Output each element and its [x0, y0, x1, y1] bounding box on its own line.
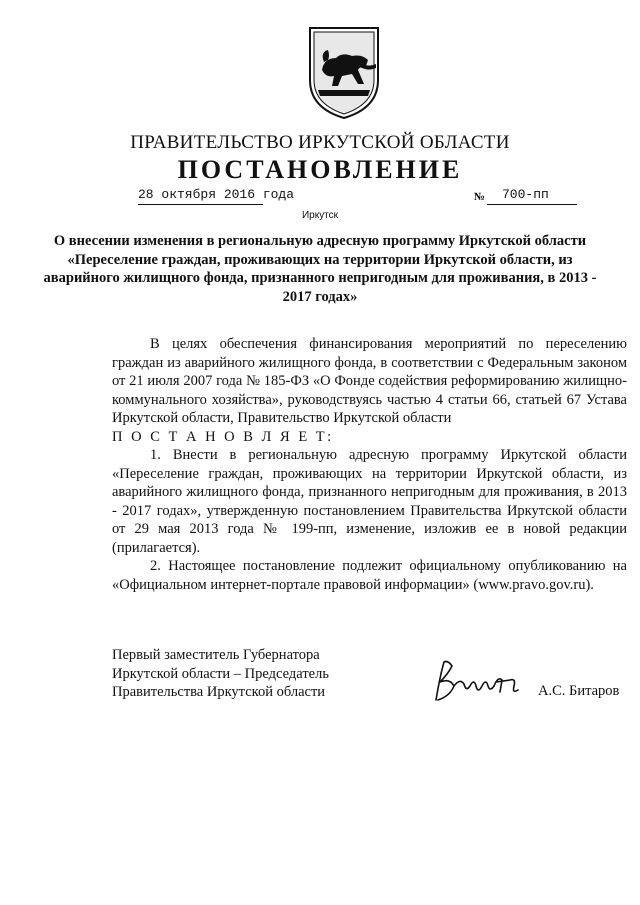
preamble-paragraph: В целях обеспечения финансирования мероприятий по переселению граждан из аварийного жилищного фонда, в соответствии с Федеральным законом от 21 июля 2007 года № 185-ФЗ «О Фонде содействия реформированию жилищно-коммунального хозяйства», руководствуясь частью 4 статьи 66, статьей 67 Устава Иркутской области, Правительство Иркутской области: [112, 336, 627, 426]
irkutsk-coat-of-arms-icon: [302, 22, 386, 122]
number-underline: [487, 204, 577, 205]
document-number: 700-пп: [502, 187, 549, 202]
document-title: О внесении изменения в региональную адресную программу Иркутской области «Переселение граждан, проживающих на территории Иркутской области, из аварийного жилищного фонда, признанного непригодным для проживания, в 2013 - 2017 годах»: [43, 233, 597, 305]
item-2-paragraph: 2. Настоящее постановление подлежит официальному опубликованию на «Официальном интернет-портале правовой информации» (www.pravo.gov.ru).: [112, 558, 627, 593]
date-underline: [138, 204, 263, 205]
document-type: ПОСТАНОВЛЕНИЕ: [177, 155, 463, 184]
document-date: 28 октября 2016 года: [138, 187, 295, 202]
document-body: [112, 335, 627, 594]
position-line-1: Первый заместитель Губернатора: [112, 647, 320, 663]
position-line-2: Иркутской области – Председатель: [112, 665, 329, 682]
city-name: Иркутск: [301, 210, 339, 221]
organization-name: ПРАВИТЕЛЬСТВО ИРКУТСКОЙ ОБЛАСТИ: [130, 132, 510, 153]
item-1-paragraph: 1. Внести в региональную адресную программу Иркутской области «Переселение граждан, проживающих на территории Иркутской области, из аварийного жилищного фонда, признанного непригодным для проживания, в 2013 - 2017 годах», утвержденную постановлением Правительства Иркутской области от 29 мая 2013 года № 199-пп, изменение, изложив ее в новой редакции (прилагается).: [112, 447, 627, 556]
handwritten-signature: [430, 656, 530, 706]
number-sign: №: [474, 191, 486, 203]
position-line-3: Правительства Иркутской области: [112, 684, 326, 700]
signatory-name: А.С. Битаров: [538, 683, 620, 699]
signatory-position: [112, 646, 329, 702]
resolves-heading: П О С Т А Н О В Л Я Е Т:: [112, 428, 334, 445]
